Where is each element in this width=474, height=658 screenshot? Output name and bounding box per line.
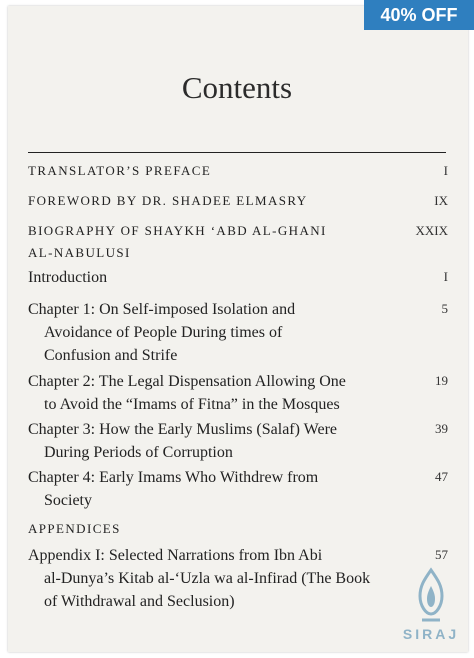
toc-entry-line: Chapter 3: How the Early Muslims (Salaf) Were [28, 421, 338, 438]
toc-entry-chapter-1[interactable] [28, 298, 448, 367]
toc-entry-line: Appendix I: Selected Narrations from Ibn Abi [28, 547, 323, 564]
toc-entry-introduction[interactable] [28, 266, 448, 289]
toc-entry-line: Society [44, 492, 92, 509]
toc-entry-page: 19 [435, 373, 448, 388]
toc-entry-title [28, 544, 403, 613]
toc-entry-page: I [443, 269, 448, 284]
siraj-logo [400, 566, 462, 646]
toc-entry-line: Chapter 2: The Legal Dispensation Allowing One [28, 373, 346, 390]
toc-entry-line: to Avoid the “Imams of Fitna” in the Mosques [44, 396, 340, 413]
toc-entry-line: APPENDICES [28, 521, 121, 536]
toc-entry-title [28, 418, 403, 464]
toc-entry-line: of Withdrawal and Seclusion) [44, 593, 235, 610]
toc-entry-page: XXIX [415, 223, 448, 238]
toc-entry-title [28, 266, 403, 289]
toc-entry-title [28, 190, 403, 212]
toc-entry-foreword[interactable] [28, 190, 448, 212]
page-title: Contents [181, 70, 293, 105]
siraj-lamp-icon [400, 566, 462, 626]
toc-entry-line: TRANSLATOR’S PREFACE [28, 163, 212, 178]
toc-entry-page: 57 [435, 547, 448, 562]
toc-entry-line: Introduction [28, 269, 108, 286]
toc-entry-line: Chapter 1: On Self-imposed Isolation and [28, 301, 296, 318]
toc-entry-line: Confusion and Strife [44, 347, 178, 364]
toc-entry-line: FOREWORD BY DR. SHADEE ELMASRY [28, 193, 308, 208]
toc-entry-line: al-Dunya’s Kitab al-‘Uzla wa al-Infirad (The Book [44, 570, 371, 587]
toc-entry-title [28, 370, 403, 416]
toc-entry-page: 39 [435, 421, 448, 436]
toc-entry-title [28, 160, 403, 182]
toc-entry-appendices[interactable] [28, 518, 448, 540]
toc-entry-appendix-1[interactable] [28, 544, 448, 613]
toc-entry-page: 47 [435, 469, 448, 484]
toc-entry-chapter-2[interactable] [28, 370, 448, 416]
toc-entry-line: Avoidance of People During times of [44, 324, 283, 341]
toc-entry-page: I [443, 163, 448, 178]
siraj-logo-text: SIRAJ [402, 626, 460, 642]
toc-entry-page: 5 [441, 301, 448, 316]
toc-entry-page: IX [434, 193, 448, 208]
toc-entry-title [28, 298, 403, 367]
toc-entry-title [28, 220, 403, 264]
toc-entry-title [28, 518, 403, 540]
toc-entry-line: BIOGRAPHY OF SHAYKH ‘ABD AL-GHANI [28, 223, 327, 238]
discount-badge: 40% OFF [364, 0, 474, 30]
toc-entry-line: Chapter 4: Early Imams Who Withdrew from [28, 469, 319, 486]
toc-entry-line: AL-NABULUSI [28, 245, 131, 260]
toc-entry-biography[interactable] [28, 220, 448, 264]
toc-entry-chapter-4[interactable] [28, 466, 448, 512]
toc-entry-chapter-3[interactable] [28, 418, 448, 464]
toc-entry-translators-preface[interactable] [28, 160, 448, 182]
toc-entry-line: During Periods of Corruption [44, 444, 233, 461]
toc-entry-title [28, 466, 403, 512]
